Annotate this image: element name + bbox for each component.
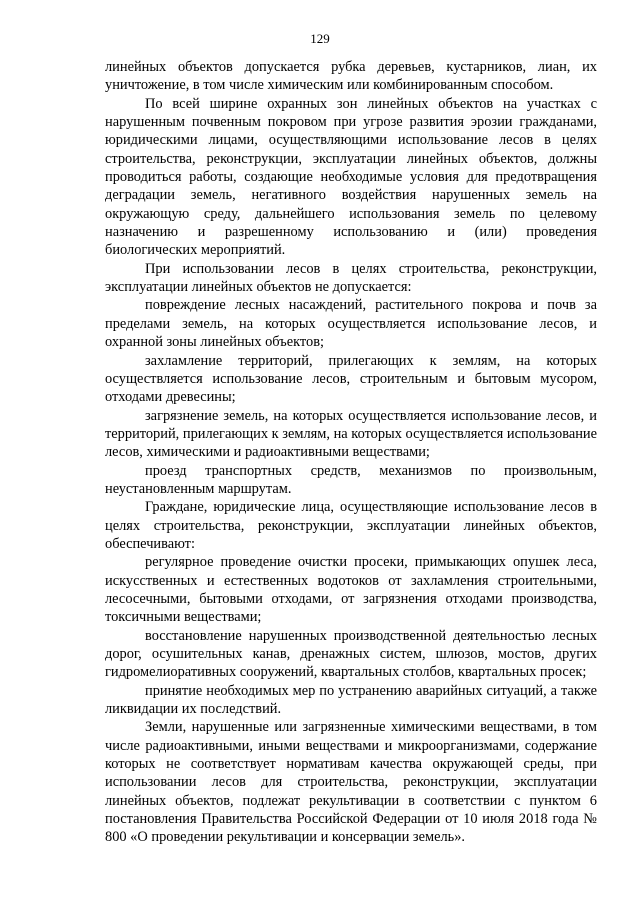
paragraph: При использовании лесов в целях строительства, реконструкции, эксплуатации линейных объектов не допускается:: [105, 260, 597, 296]
paragraph: Граждане, юридические лица, осуществляющие использование лесов в целях строительства, реконструкции, эксплуатации линейных объектов, обеспечивают:: [105, 499, 597, 552]
document-body: [105, 58, 597, 847]
paragraph: Земли, нарушенные или загрязненные химическими веществами, в том числе радиоактивными, иными веществами и микроорганизмами, содержание которых не соответствует нормативам качества окружающей среды, при использовании лесов для строительства, реконструкции, эксплуатации линейных объектов, подлежат рекультивации в соответствии с пунктом 6 постановления Правительства Российской Федерации от 10 июля 2018 года № 800 «О проведении рекультивации и консервации земель».: [105, 719, 597, 846]
paragraph: По всей ширине охранных зон линейных объектов на участках с нарушенным почвенным покровом при угрозе развития эрозии гражданами, юридическими лицами, осуществляющими использование лесов в целях строительства, реконструкции, эксплуатации линейных объектов, должны проводиться работы, создающие необходимые условия для предотвращения деградации земель, негативного воздействия нарушенных земель на окружающую среду, дальнейшего использования земель по целевому назначению и разрешенному использованию и (или) проведения биологических мероприятий.: [105, 95, 597, 259]
page-number: 129: [310, 31, 330, 46]
list-item: загрязнение земель, на которых осуществляется использование лесов, и территорий, прилегающих к землям, на которых осуществляется использование лесов, химическими и радиоактивными веществами;: [105, 407, 597, 461]
list-item: восстановление нарушенных производственной деятельностью лесных дорог, осушительных канав, дренажных систем, шлюзов, мостов, других гидромелиоративных сооружений, квартальных столбов, квартальных просек;: [105, 627, 597, 681]
list-item: принятие необходимых мер по устранению аварийных ситуаций, а также ликвидации их последствий.: [105, 682, 597, 718]
list-item: захламление территорий, прилегающих к землям, на которых осуществляется использование лесов, строительным и бытовым мусором, отходами древесины;: [105, 352, 597, 406]
list-item: повреждение лесных насаждений, растительного покрова и почв за пределами земель, на которых осуществляется использование лесов, и охранной зоны линейных объектов;: [105, 297, 597, 351]
list-item: регулярное проведение очистки просеки, примыкающих опушек леса, искусственных и естественных водотоков от захламления строительными, лесосечными, бытовыми отходами, от загрязнения отходами производства, токсичными веществами;: [105, 554, 597, 626]
list-item: проезд транспортных средств, механизмов по произвольным, неустановленным маршрутам.: [105, 462, 597, 497]
paragraph: линейных объектов допускается рубка деревьев, кустарников, лиан, их уничтожение, в том числе химическим или комбинированным способом.: [105, 59, 597, 94]
